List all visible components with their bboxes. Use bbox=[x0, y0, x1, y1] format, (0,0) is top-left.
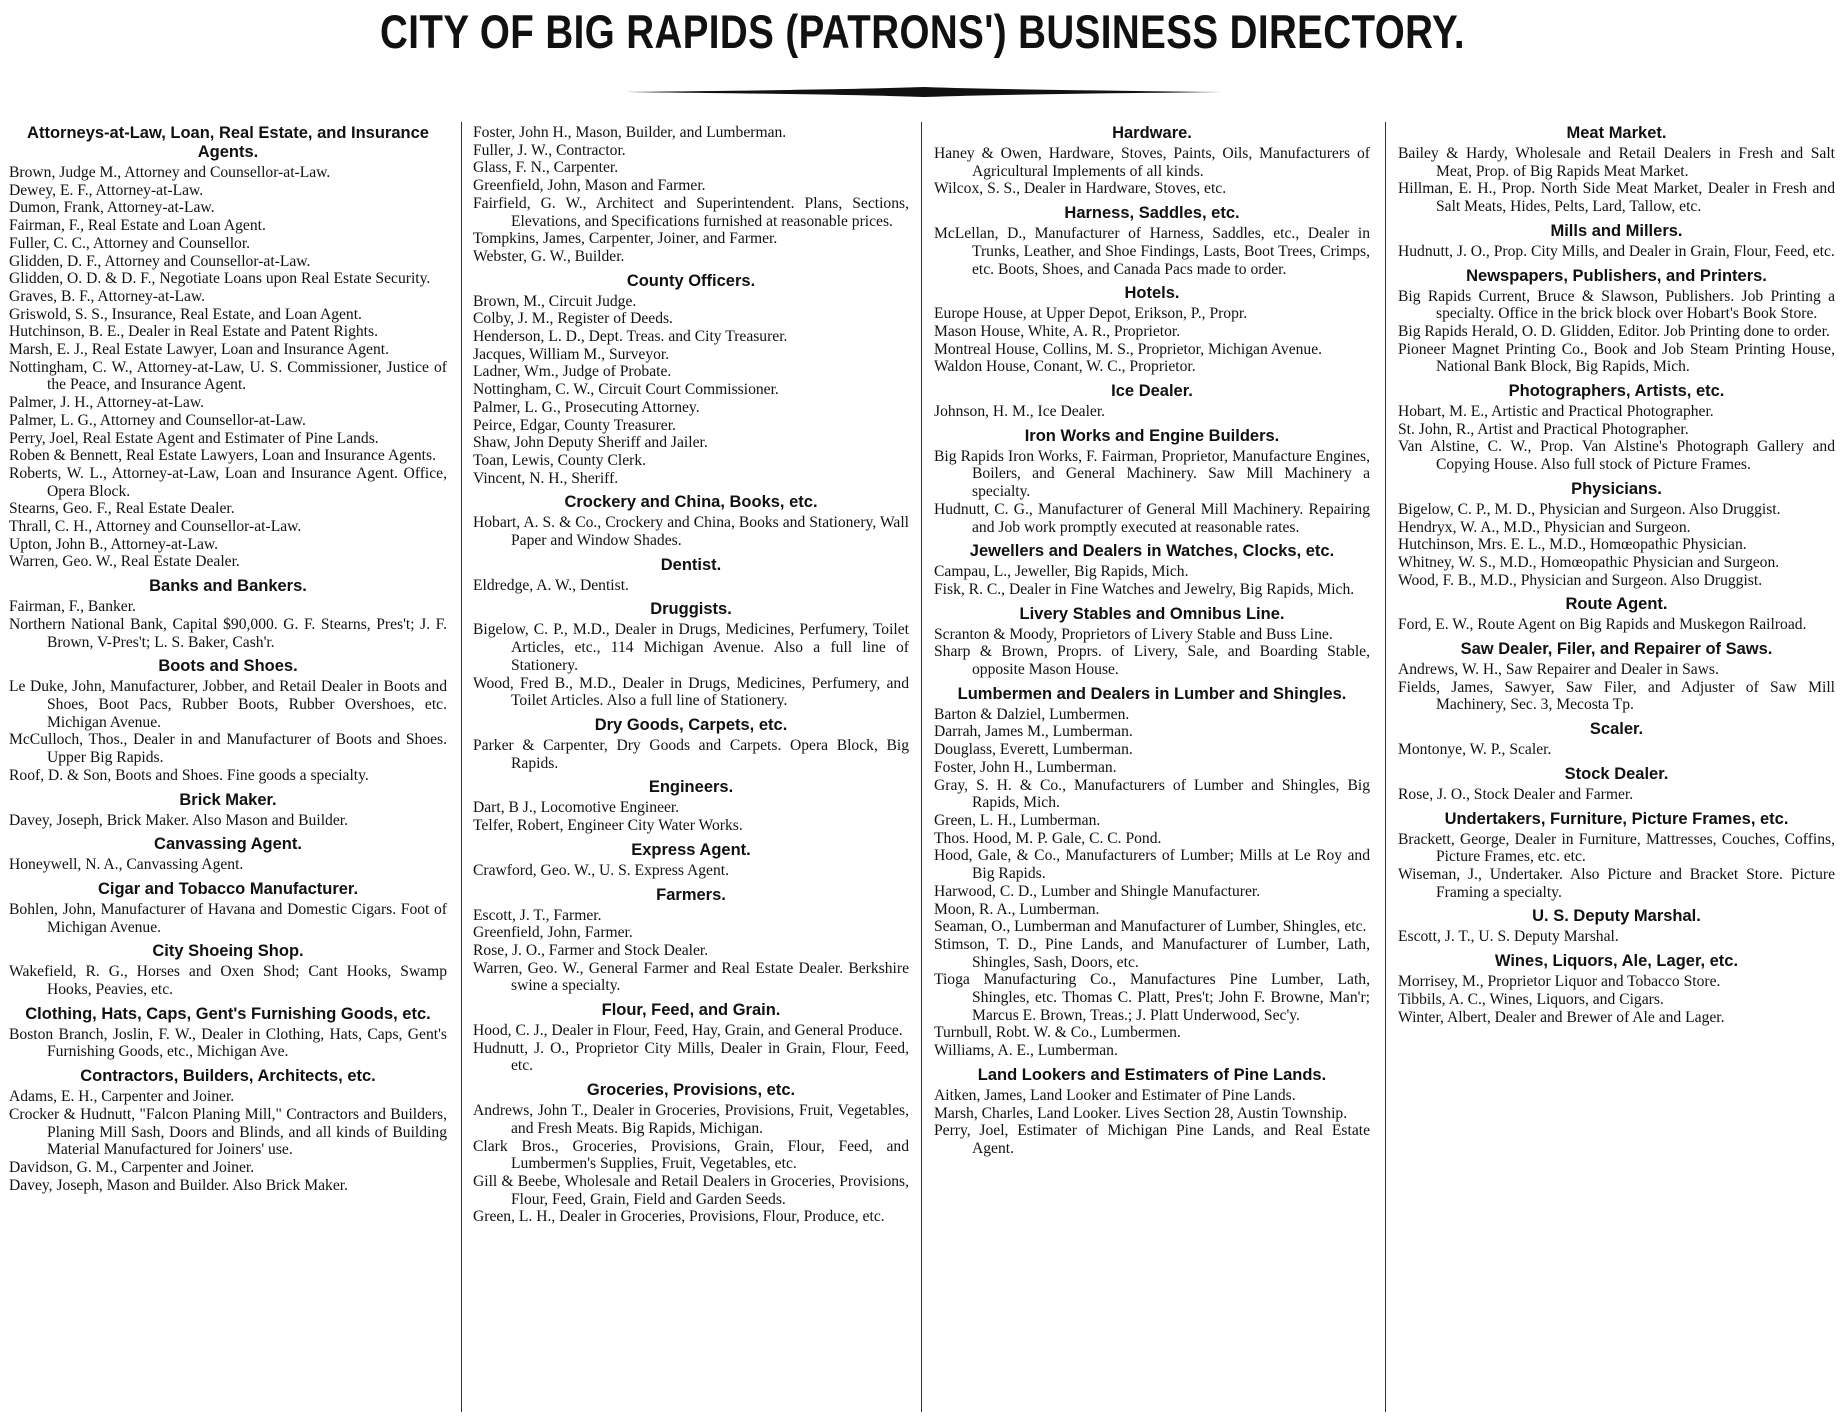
directory-entry: McLellan, D., Manufacturer of Harness, Saddles, etc., Dealer in Trunks, Leather, and Shoe Findings, Lasts, Boot Trees, Crimps, etc. Boots, Shoes, and Canada Pacs made to order. bbox=[934, 225, 1370, 278]
directory-section bbox=[9, 942, 447, 998]
section-heading: Hotels. bbox=[1124, 284, 1180, 303]
directory-entry: Warren, Geo. W., Real Estate Dealer. bbox=[9, 553, 240, 571]
directory-section bbox=[9, 124, 447, 571]
directory-entry: Haney & Owen, Hardware, Stoves, Paints, Oils, Manufacturers of Agricultural Implements of all kinds. bbox=[934, 145, 1370, 180]
directory-entry: Aitken, James, Land Looker and Estimater of Pine Lands. bbox=[934, 1086, 1296, 1104]
section-heading: Engineers. bbox=[648, 778, 734, 797]
section-heading: Flour, Feed, and Grain. bbox=[601, 1001, 781, 1020]
directory-entry: Jacques, William M., Surveyor. bbox=[473, 345, 670, 363]
directory-entry: Whitney, W. S., M.D., Homœopathic Physician and Surgeon. bbox=[1398, 553, 1780, 571]
section-heading: Contractors, Builders, Architects, etc. bbox=[80, 1067, 376, 1086]
directory-section bbox=[473, 556, 909, 595]
section-heading: Iron Works and Engine Builders. bbox=[1024, 426, 1280, 445]
section-heading: Express Agent. bbox=[631, 840, 751, 859]
directory-entry: Adams, E. H., Carpenter and Joiner. bbox=[9, 1088, 235, 1106]
directory-entry: Tioga Manufacturing Co., Manufactures Pine Lumber, Lath, Shingles, etc. Thomas C. Platt, Pres't; John F. Browne, Man'r; Marcus E. Brown, Treas.; J. Platt Underwood, Sec'y. bbox=[934, 971, 1370, 1024]
directory-entry: Hudnutt, J. O., Proprietor City Mills, Dealer in Grain, Flour, Feed, etc. bbox=[473, 1039, 909, 1075]
directory-entry: Clark Bros., Groceries, Provisions, Grain, Flour, Feed, and Lumbermen's Supplies, Fruit, Vegetables, etc. bbox=[473, 1137, 909, 1173]
directory-entry: Palmer, J. H., Attorney-at-Law. bbox=[9, 394, 204, 412]
directory-section bbox=[9, 1067, 447, 1194]
section-heading: City Shoeing Shop. bbox=[152, 942, 304, 961]
directory-entry: Brown, Judge M., Attorney and Counsellor-at-Law. bbox=[9, 164, 331, 181]
directory-entry: Douglass, Everett, Lumberman. bbox=[934, 741, 1133, 759]
section-heading: Groceries, Provisions, etc. bbox=[586, 1081, 796, 1100]
directory-entry: Eldredge, A. W., Dentist. bbox=[473, 576, 629, 594]
directory-entry: Roben & Bennett, Real Estate Lawyers, Loan and Insurance Agents. bbox=[9, 447, 436, 465]
directory-entry: Fuller, J. W., Contractor. bbox=[473, 141, 626, 159]
directory-entry: Van Alstine, C. W., Prop. Van Alstine's Photograph Gallery and Copying House. Also full stock of Picture Frames. bbox=[1398, 438, 1835, 474]
directory-entry: Scranton & Moody, Proprietors of Livery Stable and Buss Line. bbox=[934, 625, 1333, 643]
directory-entry: Escott, J. T., Farmer. bbox=[473, 906, 602, 924]
directory-entry: Brown, M., Circuit Judge. bbox=[473, 292, 637, 310]
directory-section bbox=[473, 1001, 909, 1075]
section-heading: Route Agent. bbox=[1565, 595, 1668, 614]
directory-entry: Pioneer Magnet Printing Co., Book and Job Steam Printing House, National Bank Block, Big Rapids, Mich. bbox=[1398, 340, 1835, 376]
section-heading: U. S. Deputy Marshal. bbox=[1532, 907, 1701, 926]
directory-entry: Ladner, Wm., Judge of Probate. bbox=[473, 363, 672, 381]
directory-entry: Hood, Gale, & Co., Manufacturers of Lumber; Mills at Le Roy and Big Rapids. bbox=[934, 847, 1370, 883]
section-heading: Meat Market. bbox=[1566, 124, 1667, 142]
directory-section bbox=[934, 685, 1370, 1060]
directory-section bbox=[1398, 810, 1835, 902]
directory-entry: Honeywell, N. A., Canvassing Agent. bbox=[9, 856, 244, 874]
directory-entry: Crawford, Geo. W., U. S. Express Agent. bbox=[473, 861, 729, 879]
directory-entry: Montreal House, Collins, M. S., Proprietor, Michigan Avenue. bbox=[934, 340, 1323, 358]
directory-entry: Telfer, Robert, Engineer City Water Works. bbox=[473, 817, 743, 835]
directory-entry: Wood, Fred B., M.D., Dealer in Drugs, Medicines, Perfumery, and Toilet Articles. Also a full line of Stationery. bbox=[473, 674, 909, 710]
directory-section bbox=[934, 427, 1370, 537]
directory-entry: Andrews, John T., Dealer in Groceries, Provisions, Fruit, Vegetables, and Fresh Meats. Big Rapids, Michigan. bbox=[473, 1102, 909, 1137]
directory-section bbox=[1398, 480, 1835, 590]
section-heading: Undertakers, Furniture, Picture Frames, etc. bbox=[1444, 809, 1789, 828]
directory-entry: Peirce, Edgar, County Treasurer. bbox=[473, 416, 676, 434]
section-heading: Dry Goods, Carpets, etc. bbox=[594, 715, 788, 734]
directory-entry: Bigelow, C. P., M.D., Dealer in Drugs, Medicines, Perfumery, Toilet Articles, etc., 114 Michigan Avenue. Also a full line of Stationery. bbox=[473, 621, 909, 674]
section-heading: Canvassing Agent. bbox=[154, 835, 302, 854]
directory-entry: Europe House, at Upper Depot, Erikson, P., Propr. bbox=[934, 305, 1248, 323]
directory-entry: Henderson, L. D., Dept. Treas. and City Treasurer. bbox=[473, 328, 788, 346]
directory-entry: Montonye, W. P., Scaler. bbox=[1398, 741, 1552, 759]
directory-entry: Le Duke, John, Manufacturer, Jobber, and Retail Dealer in Boots and Shoes, Boot Pacs, Rubber Boots, Rubber Overshoes, etc. Michigan Avenue. bbox=[9, 678, 447, 731]
directory-entry: Big Rapids Current, Bruce & Slawson, Publishers. Job Printing a specialty. Office in the brick block over Hobart's Book Store. bbox=[1398, 287, 1835, 323]
section-heading: Newspapers, Publishers, and Printers. bbox=[1466, 266, 1767, 285]
directory-entry: Dart, B J., Locomotive Engineer. bbox=[473, 799, 680, 817]
directory-section bbox=[934, 542, 1370, 598]
directory-entry: Hudnutt, J. O., Prop. City Mills, and Dealer in Grain, Flour, Feed, etc. bbox=[1398, 242, 1835, 260]
directory-entry: Mason House, White, A. R., Proprietor. bbox=[934, 322, 1181, 340]
directory-entry: Fairman, F., Banker. bbox=[9, 598, 136, 616]
directory-entry: Nottingham, C. W., Attorney-at-Law, U. S. Commissioner, Justice of the Peace, and Insurance Agent. bbox=[9, 358, 447, 394]
directory-entry: St. John, R., Artist and Practical Photographer. bbox=[1398, 420, 1689, 438]
directory-entry: Gray, S. H. & Co., Manufacturers of Lumber and Shingles, Big Rapids, Mich. bbox=[934, 776, 1370, 812]
directory-section bbox=[9, 880, 447, 936]
directory-entry: Hutchinson, Mrs. E. L., M.D., Homœopathic Physician. bbox=[1398, 536, 1747, 554]
section-heading: Land Lookers and Estimaters of Pine Lands. bbox=[977, 1065, 1327, 1084]
directory-entry: Glidden, D. F., Attorney and Counsellor-at-Law. bbox=[9, 252, 311, 270]
directory-section bbox=[9, 835, 447, 874]
directory-entry: Fuller, C. C., Attorney and Counsellor. bbox=[9, 234, 251, 252]
directory-entry: Harwood, C. D., Lumber and Shingle Manufacturer. bbox=[934, 882, 1261, 900]
section-heading: Saw Dealer, Filer, and Repairer of Saws. bbox=[1460, 640, 1773, 659]
directory-entry: Roberts, W. L., Attorney-at-Law, Loan and Insurance Agent. Office, Opera Block. bbox=[9, 464, 447, 500]
directory-entry: Hendryx, W. A., M.D., Physician and Surgeon. bbox=[1398, 518, 1691, 536]
directory-entry: Davey, Joseph, Brick Maker. Also Mason and Builder. bbox=[9, 811, 348, 829]
directory-entry: Ford, E. W., Route Agent on Big Rapids and Muskegon Railroad. bbox=[1398, 616, 1807, 634]
directory-entry: Colby, J. M., Register of Deeds. bbox=[473, 310, 673, 328]
directory-section bbox=[473, 841, 909, 880]
directory-entry: Bohlen, John, Manufacturer of Havana and Domestic Cigars. Foot of Michigan Avenue. bbox=[9, 900, 447, 936]
directory-entry: Hobart, M. E., Artistic and Practical Photographer. bbox=[1398, 403, 1714, 421]
directory-section bbox=[1398, 720, 1835, 759]
directory-section bbox=[473, 493, 909, 549]
directory-column-3 bbox=[934, 124, 1370, 1406]
directory-entry: Campau, L., Jeweller, Big Rapids, Mich. bbox=[934, 563, 1189, 581]
directory-entry: Shaw, John Deputy Sheriff and Jailer. bbox=[473, 434, 708, 452]
page-title: CITY OF BIG RAPIDS (PATRONS') BUSINESS DIRECTORY. bbox=[380, 5, 1465, 58]
section-heading: Lumbermen and Dealers in Lumber and Shingles. bbox=[957, 684, 1347, 703]
directory-section bbox=[9, 1005, 447, 1061]
directory-section bbox=[9, 577, 447, 651]
directory-entry: Fisk, R. C., Dealer in Fine Watches and Jewelry, Big Rapids, Mich. bbox=[934, 580, 1355, 598]
section-heading: Scaler. bbox=[1589, 720, 1644, 739]
directory-entry: Dewey, E. F., Attorney-at-Law. bbox=[9, 181, 204, 199]
directory-section bbox=[934, 204, 1370, 278]
section-heading: Harness, Saddles, etc. bbox=[1064, 204, 1240, 223]
directory-entry: Graves, B. F., Attorney-at-Law. bbox=[9, 287, 206, 305]
directory-entry: Escott, J. T., U. S. Deputy Marshal. bbox=[1398, 928, 1619, 946]
directory-entry: Warren, Geo. W., General Farmer and Real Estate Dealer. Berkshire swine a specialty. bbox=[473, 959, 909, 995]
directory-entry: Perry, Joel, Estimater of Michigan Pine Lands, and Real Estate Agent. bbox=[934, 1122, 1370, 1157]
directory-section bbox=[1398, 952, 1835, 1026]
section-heading: Livery Stables and Omnibus Line. bbox=[1019, 604, 1285, 623]
directory-entry: Hood, C. J., Dealer in Flour, Feed, Hay, Grain, and General Produce. bbox=[473, 1022, 903, 1040]
directory-entry: Northern National Bank, Capital $90,000. G. F. Stearns, Pres't; J. F. Brown, V-Pres't; L. S. Baker, Cash'r. bbox=[9, 615, 447, 651]
section-heading: Clothing, Hats, Caps, Gent's Furnishing Goods, etc. bbox=[25, 1004, 431, 1023]
section-heading: Dentist. bbox=[660, 555, 722, 574]
directory-entry: Andrews, W. H., Saw Repairer and Dealer in Saws. bbox=[1398, 661, 1719, 679]
section-heading: Crockery and China, Books, etc. bbox=[564, 493, 818, 512]
directory-section bbox=[1398, 640, 1835, 714]
directory-entry: Wakefield, R. G., Horses and Oxen Shod; Cant Hooks, Swamp Hooks, Peavies, etc. bbox=[9, 963, 447, 999]
directory-section bbox=[934, 1066, 1370, 1158]
directory-entry: Hutchinson, B. E., Dealer in Real Estate and Patent Rights. bbox=[9, 323, 378, 341]
directory-entry: Darrah, James M., Lumberman. bbox=[934, 723, 1133, 741]
section-heading: Farmers. bbox=[656, 885, 726, 904]
directory-section bbox=[473, 716, 909, 772]
directory-entry: Stearns, Geo. F., Real Estate Dealer. bbox=[9, 500, 235, 518]
directory-section bbox=[1398, 595, 1835, 634]
directory-section bbox=[1398, 765, 1835, 804]
directory-entry: Stimson, T. D., Pine Lands, and Manufacturer of Lumber, Lath, Shingles, Sash, Doors, etc. bbox=[934, 935, 1370, 971]
directory-entry: Davey, Joseph, Mason and Builder. Also Brick Maker. bbox=[9, 1176, 348, 1194]
directory-section bbox=[934, 284, 1370, 376]
directory-column-4 bbox=[1398, 124, 1835, 1406]
directory-entry: Bailey & Hardy, Wholesale and Retail Dealers in Fresh and Salt Meat, Prop. of Big Rapids Meat Market. bbox=[1398, 145, 1835, 180]
directory-entry: Hudnutt, C. G., Manufacturer of General Mill Machinery. Repairing and Job work promptly executed at reasonable rates. bbox=[934, 500, 1370, 536]
section-heading: Mills and Millers. bbox=[1550, 221, 1683, 240]
directory-entry: Brackett, George, Dealer in Furniture, Mattresses, Couches, Coffins, Picture Frames, etc. etc. bbox=[1398, 830, 1835, 866]
directory-entry: Seaman, O., Lumberman and Manufacturer of Lumber, Shingles, etc. bbox=[934, 918, 1367, 936]
section-heading: Stock Dealer. bbox=[1564, 764, 1669, 783]
directory-entry: Thrall, C. H., Attorney and Counsellor-at-Law. bbox=[9, 518, 302, 536]
directory-entry: Nottingham, C. W., Circuit Court Commissioner. bbox=[473, 381, 779, 399]
section-heading: Cigar and Tobacco Manufacturer. bbox=[97, 879, 359, 898]
directory-entry: Roof, D. & Son, Boots and Shoes. Fine goods a specialty. bbox=[9, 766, 369, 784]
section-heading: Banks and Bankers. bbox=[149, 577, 307, 596]
directory-entry: Green, L. H., Dealer in Groceries, Provisions, Flour, Produce, etc. bbox=[473, 1208, 885, 1226]
directory-entry: Big Rapids Iron Works, F. Fairman, Proprietor, Manufacture Engines, Boilers, and General Machinery. Saw Mill Machinery a specialty. bbox=[934, 447, 1370, 501]
directory-entry: Barton & Dalziel, Lumbermen. bbox=[934, 705, 1130, 723]
section-heading: Boots and Shoes. bbox=[158, 657, 298, 676]
column-divider bbox=[921, 122, 922, 1412]
directory-entry: Winter, Albert, Dealer and Brewer of Ale and Lager. bbox=[1398, 1008, 1725, 1026]
directory-entry: Glass, F. N., Carpenter. bbox=[473, 159, 619, 177]
directory-section bbox=[1398, 382, 1835, 474]
section-heading: Physicians. bbox=[1571, 479, 1662, 498]
section-heading: Brick Maker. bbox=[179, 790, 277, 809]
directory-entry: Perry, Joel, Real Estate Agent and Estimater of Pine Lands. bbox=[9, 429, 379, 447]
directory-entry: Bigelow, C. P., M. D., Physician and Surgeon. Also Druggist. bbox=[1398, 500, 1781, 518]
directory-entry: Davidson, G. M., Carpenter and Joiner. bbox=[9, 1158, 255, 1176]
directory-entry: Johnson, H. M., Ice Dealer. bbox=[934, 403, 1106, 421]
directory-section bbox=[1398, 267, 1835, 377]
directory-entry: Rose, J. O., Farmer and Stock Dealer. bbox=[473, 941, 709, 959]
directory-entry: Foster, John H., Mason, Builder, and Lumberman. bbox=[473, 124, 787, 141]
directory-entry: Palmer, L. G., Attorney and Counsellor-at-Law. bbox=[9, 411, 306, 429]
column-divider bbox=[461, 122, 462, 1412]
directory-entry: Thos. Hood, M. P. Gale, C. C. Pond. bbox=[934, 829, 1162, 847]
directory-section bbox=[1398, 124, 1835, 216]
directory-entry: Williams, A. E., Lumberman. bbox=[934, 1042, 1118, 1060]
directory-entry: Boston Branch, Joslin, F. W., Dealer in Clothing, Hats, Caps, Gent's Furnishing Goods, etc., Michigan Ave. bbox=[9, 1025, 447, 1061]
directory-entry: Dumon, Frank, Attorney-at-Law. bbox=[9, 199, 215, 217]
directory-entry: Waldon House, Conant, W. C., Proprietor. bbox=[934, 358, 1196, 376]
section-heading: Wines, Liquors, Ale, Lager, etc. bbox=[1494, 952, 1739, 971]
ornamental-rule bbox=[626, 86, 1222, 98]
directory-entry: Greenfield, John, Farmer. bbox=[473, 924, 633, 942]
directory-section bbox=[1398, 907, 1835, 946]
directory-entry: Hillman, E. H., Prop. North Side Meat Market, Dealer in Fresh and Salt Meats, Hides, Pelts, Lard, Tallow, etc. bbox=[1398, 180, 1835, 216]
directory-entry: Upton, John B., Attorney-at-Law. bbox=[9, 535, 219, 553]
directory-entry: Tibbils, A. C., Wines, Liquors, and Cigars. bbox=[1398, 990, 1664, 1008]
directory-entry: McCulloch, Thos., Dealer in and Manufacturer of Boots and Shoes. Upper Big Rapids. bbox=[9, 731, 447, 767]
section-heading: Attorneys-at-Law, Loan, Real Estate, and Insurance Agents. bbox=[27, 124, 429, 161]
directory-entry: Gill & Beebe, Wholesale and Retail Dealers in Groceries, Provisions, Flour, Feed, Grain, Field and Garden Seeds. bbox=[473, 1172, 909, 1208]
directory-section bbox=[1398, 222, 1835, 261]
directory-entry: Big Rapids Herald, O. D. Glidden, Editor. Job Printing done to order. bbox=[1398, 322, 1830, 340]
section-heading: Ice Dealer. bbox=[1111, 382, 1193, 401]
section-heading: Jewellers and Dealers in Watches, Clocks, etc. bbox=[969, 542, 1335, 561]
directory-entry: Turnbull, Robt. W. & Co., Lumbermen. bbox=[934, 1024, 1181, 1042]
directory-entry: Tompkins, James, Carpenter, Joiner, and Farmer. bbox=[473, 230, 778, 248]
directory-section bbox=[473, 272, 909, 488]
directory-entry: Marsh, E. J., Real Estate Lawyer, Loan and Insurance Agent. bbox=[9, 341, 389, 359]
directory-column-2 bbox=[473, 124, 909, 1406]
directory-section bbox=[473, 886, 909, 996]
directory-entry: Crocker & Hudnutt, "Falcon Planing Mill," Contractors and Builders, Planing Mill Sash, Doors and Blinds, and all kinds of Building Material Manufactured for Joiners' use. bbox=[9, 1105, 447, 1159]
directory-entry: Webster, G. W., Builder. bbox=[473, 247, 625, 265]
section-heading: Hardware. bbox=[1112, 124, 1192, 142]
directory-entry: Wood, F. B., M.D., Physician and Surgeon. Also Druggist. bbox=[1398, 571, 1763, 589]
directory-entry: Fields, James, Sawyer, Saw Filer, and Adjuster of Saw Mill Machinery, Sec. 3, Mecosta Tp. bbox=[1398, 678, 1835, 714]
directory-entry: Greenfield, John, Mason and Farmer. bbox=[473, 177, 706, 195]
directory-entry: Griswold, S. S., Insurance, Real Estate, and Loan Agent. bbox=[9, 305, 362, 323]
directory-entry: Moon, R. A., Lumberman. bbox=[934, 900, 1100, 918]
directory-entry: Foster, John H., Lumberman. bbox=[934, 758, 1117, 776]
column-divider bbox=[1385, 122, 1386, 1412]
directory-entry: Rose, J. O., Stock Dealer and Farmer. bbox=[1398, 785, 1634, 803]
section-heading: Photographers, Artists, etc. bbox=[1508, 382, 1725, 401]
section-heading: Druggists. bbox=[650, 600, 732, 619]
directory-entry: Fairfield, G. W., Architect and Superintendent. Plans, Sections, Elevations, and Specifications furnished at reasonable prices. bbox=[473, 194, 909, 230]
directory-entry: Marsh, Charles, Land Looker. Lives Section 28, Austin Township. bbox=[934, 1104, 1348, 1122]
directory-entry: Palmer, L. G., Prosecuting Attorney. bbox=[473, 398, 700, 416]
directory-entry: Glidden, O. D. & D. F., Negotiate Loans upon Real Estate Security. bbox=[9, 270, 431, 288]
directory-section bbox=[934, 382, 1370, 421]
directory-entry: Morrisey, M., Proprietor Liquor and Tobacco Store. bbox=[1398, 973, 1721, 991]
directory-entry: Hobart, A. S. & Co., Crockery and China, Books and Stationery, Wall Paper and Window Shades. bbox=[473, 514, 909, 550]
directory-section bbox=[9, 791, 447, 830]
directory-entry: Fairman, F., Real Estate and Loan Agent. bbox=[9, 217, 266, 235]
directory-entry: Green, L. H., Lumberman. bbox=[934, 811, 1101, 829]
directory-column-1 bbox=[9, 124, 447, 1406]
directory-section bbox=[9, 657, 447, 784]
directory-entry: Toan, Lewis, County Clerk. bbox=[473, 451, 647, 469]
directory-section bbox=[934, 605, 1370, 679]
directory-section bbox=[473, 600, 909, 710]
directory-section bbox=[934, 124, 1370, 198]
section-heading: County Officers. bbox=[626, 271, 756, 290]
directory-entry: Wilcox, S. S., Dealer in Hardware, Stoves, etc. bbox=[934, 180, 1227, 198]
directory-section bbox=[473, 1081, 909, 1226]
directory-section bbox=[473, 124, 909, 266]
directory-section bbox=[473, 778, 909, 834]
directory-entry: Parker & Carpenter, Dry Goods and Carpets. Opera Block, Big Rapids. bbox=[473, 736, 909, 772]
directory-entry: Wiseman, J., Undertaker. Also Picture and Bracket Store. Picture Framing a specialty. bbox=[1398, 865, 1835, 901]
directory-entry: Sharp & Brown, Proprs. of Livery, Sale, and Boarding Stable, opposite Mason House. bbox=[934, 643, 1370, 679]
directory-entry: Vincent, N. H., Sheriff. bbox=[473, 469, 619, 487]
